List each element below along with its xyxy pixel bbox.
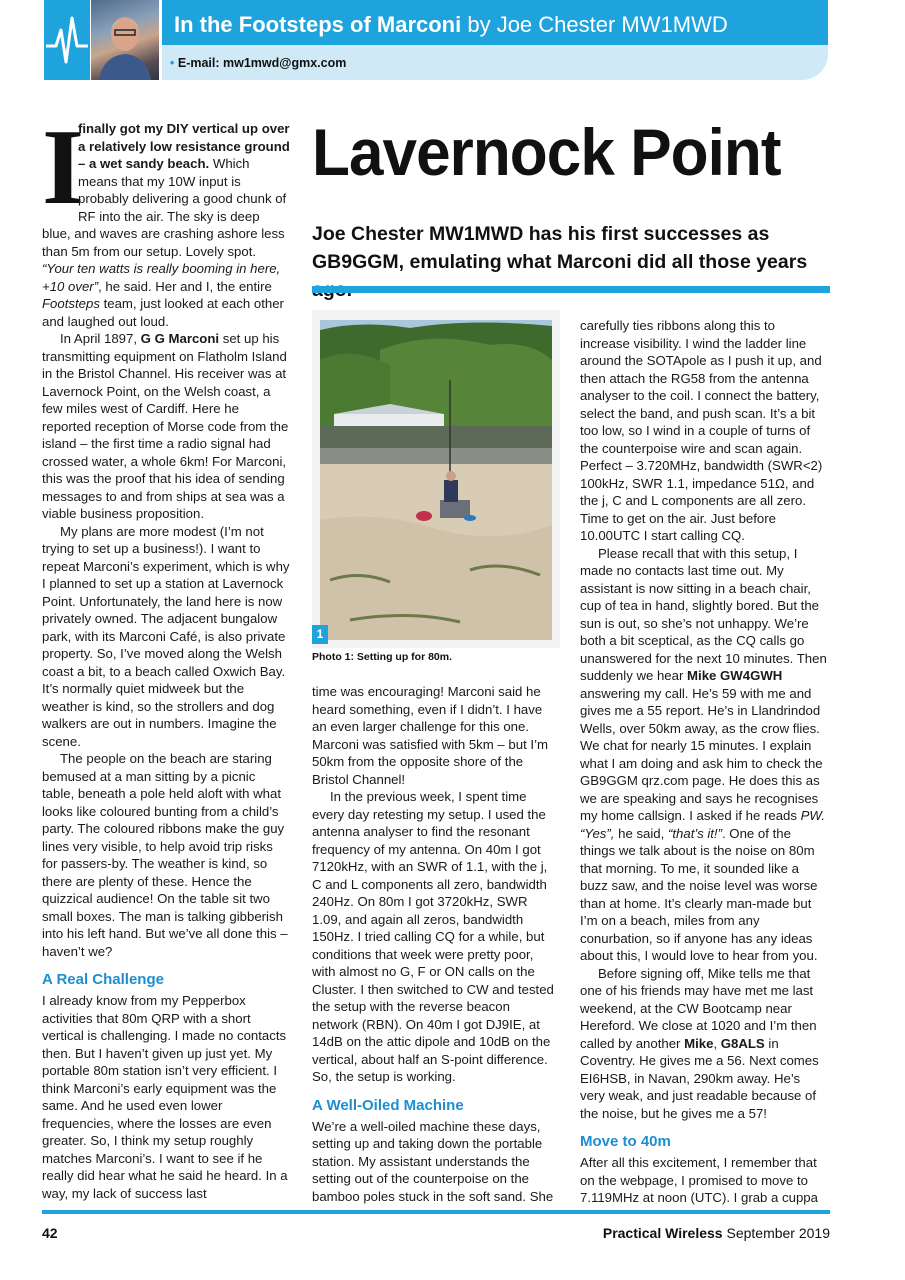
paragraph: time was encouraging! Marconi said he heard something, even if I didn’t. I have an even larger challenge for this one. Marconi was satisfied with 5km – but I’m 50km from the opposite shore of the Bristol Channel! bbox=[312, 684, 548, 787]
column-1 bbox=[42, 108, 290, 1202]
photo-number: 1 bbox=[312, 625, 328, 644]
paragraph: Please recall that with this setup, I made no contacts last time out. My assistant is now sitting in a beach chair, cup of tea in hand, slightly bored. But the sun is out, so she’s not unhappy. We’re both a bit sceptical, as the CQ calls go unanswered for the next 10 minutes. Then suddenly we hear Mike GW4GWH answering my call. He’s 59 with me and gives me a 55 report. He’s in Llandrindod Wells, over 50km away, as the crow flies. We chat for nearly 15 minutes. I explain what I am doing and ask him to check the GB9GGM qrz.com page. He does this as we are speaking and says he recognises my home callsign. I asked if he reads PW. “Yes”, he said, “that’s it!”. One of the things we talk about is the noise on 80m that morning. To me, it sounded like a buzz saw, and the noise level was worse than at home. It’s clearly man-made but I’m on a beach, miles from any conurbation, so if anyone has any ideas about this, I would love to hear from you. bbox=[580, 545, 827, 963]
bullet-icon: • bbox=[170, 56, 178, 70]
author-photo bbox=[91, 0, 159, 80]
paragraph: After all this excitement, I remember that on the webpage, I promised to move to 7.119MHz at noon (UTC). I grab a cuppa bbox=[580, 1155, 818, 1205]
paragraph: In April 1897, G G Marconi set up his transmitting equipment on Flatholm Island in the Bristol Channel. His receiver was at Lavernock Point, on the Welsh coast, a few miles west of Cardiff. Here he reported reception of Morse code from the island – the first time a radio signal had crossed water, a whole 6km! For Marconi, this was the proof that his idea of sending messages to and from ships at sea was a viable business proposition. bbox=[42, 331, 289, 521]
page-number: 42 bbox=[42, 1225, 58, 1241]
drop-cap: I bbox=[42, 108, 85, 227]
section-heading: A Well-Oiled Machine bbox=[312, 1096, 464, 1114]
column-title: In the Footsteps of Marconi by Joe Chester MW1MWD bbox=[174, 12, 728, 37]
footer-rule bbox=[42, 1210, 830, 1214]
section-heading: Move to 40m bbox=[580, 1133, 671, 1150]
photo-caption: Photo 1: Setting up for 80m. bbox=[312, 651, 453, 663]
column-logo bbox=[44, 0, 90, 80]
standfirst: Joe Chester MW1MWD has his first successes as GB9GGM, emulating what Marconi did all those years bbox=[312, 223, 808, 273]
column-2 bbox=[312, 683, 559, 1205]
pulse-icon bbox=[44, 0, 90, 80]
beach-photo bbox=[320, 320, 552, 640]
paragraph: carefully ties ribbons along this to increase visibility. I wind the ladder line around the SOTApole as I push it up, and then attach the RG58 from the antenna analyser to the coil. I connect the battery, select the band, and push scan. It’s a bit too low, so I wind in a couple of turns of the counterpoise wire and scan again. Perfect – 3.720MHz, bandwidth (SWR<2) 100kHz, SWR 1.1, impedance 51Ω, and the j, C and L components are all zero. Time to get on the air. Just before 10.00UTC I start calling CQ. bbox=[580, 318, 823, 543]
paragraph: In the previous week, I spent time every day retesting my setup. I used the antenna analyser to find the resonant frequency of my antenna. On 40m I got 7120kHz, with an SWR of 1.1, with the j, C and L components all zero, bandwidth 240Hz. On 80m I got 3720kHz, SWR 1.09, and again all zeros, bandwidth 150Hz. I tried calling CQ for a while, but conditions that week were pretty poor, with almost no G, F or ON calls on the Cluster. I then switched to CW and tested the setup with the reverse beacon network (RBN). On 40m I got DJ9IE, at 14dB on the attic dipole and 10dB on the vertical, about half an S-point difference. So, the setup is working. bbox=[312, 789, 554, 1084]
headline: Lavernock Point bbox=[312, 115, 781, 189]
column-3 bbox=[580, 317, 828, 1207]
paragraph: I already know from my Pepperbox activities that 80m QRP with a short vertical is challenging. I made no contacts then. But I haven’t given up just yet. My portable 80m station isn’t very efficient. I think Marconi’s early equipment was the same. And he used even lower frequencies, where the losses are even greater. So, I think my setup roughly matches Marconi’s. I want to see if he really did hear what he said he heard. In a way, my lack of success last bbox=[42, 993, 288, 1201]
paragraph: I finally got my DIY vertical up over a relatively low resistance ground – a wet sandy beach. Which means that my 10W input is probably delivering a good chunk of RF into the air. The sky is deep blue, and waves are crashing ashore less than 5m from our setup. Lovely spot. “Your ten watts is really booming in here, +10 over”, he said. Her and I, the entire Footsteps team, just looked at each other and laughed out loud. bbox=[42, 108, 290, 329]
author-email[interactable]: • E-mail: mw1mwd@gmx.com bbox=[170, 56, 347, 70]
paragraph: My plans are more modest (I’m not trying to set up a business!). I want to repeat Marconi’s experiment, which is why I planned to set up a station at Lavernock Point. Unfortunately, the land here is now privately owned. The adjacent bungalow park, with its Marconi Café, is also private property. So, I’ve moved along the Welsh coast a bit, to a beach called Oxwich Bay. It’s normally quiet midweek but the weather is kind, so the strollers and dog walkers are out in numbers. Imagine the scene. bbox=[42, 523, 290, 749]
section-heading: A Real Challenge bbox=[42, 971, 164, 988]
divider bbox=[312, 286, 830, 293]
paragraph: We’re a well-oiled machine these days, setting up and taking down the portable station. My assistant understands the setting out of the counterpoise on the bamboo poles stuck in the soft sand. She bbox=[312, 1118, 554, 1204]
paragraph: Before signing off, Mike tells me that one of his friends may have met me last weekend, at the CW Bootcamp near Hereford. We close at 1020 and I’m then called by another Mike, G8ALS in Coventry. He gives me a 56. Next comes EI6HSB, in Navan, 290km away. He’s very weak, and just readable because of the noise, but he gives me a 57! bbox=[580, 965, 819, 1121]
magazine-issue: Practical Wireless September 2019 bbox=[602, 1225, 830, 1241]
paragraph: The people on the beach are staring bemused at a man sitting by a picnic table, beneath a pole held aloft with what looks like coloured bunting from a child’s party. The coloured ribbons make the guy lines very visible, to help avoid trip risks for passers-by. The weather is kind, so there are plenty of these. Hence the quizzical audience! On the table sit two small boxes. The man is talking gibberish into his left hand. But we’ve all done this – haven’t we? bbox=[42, 751, 288, 959]
